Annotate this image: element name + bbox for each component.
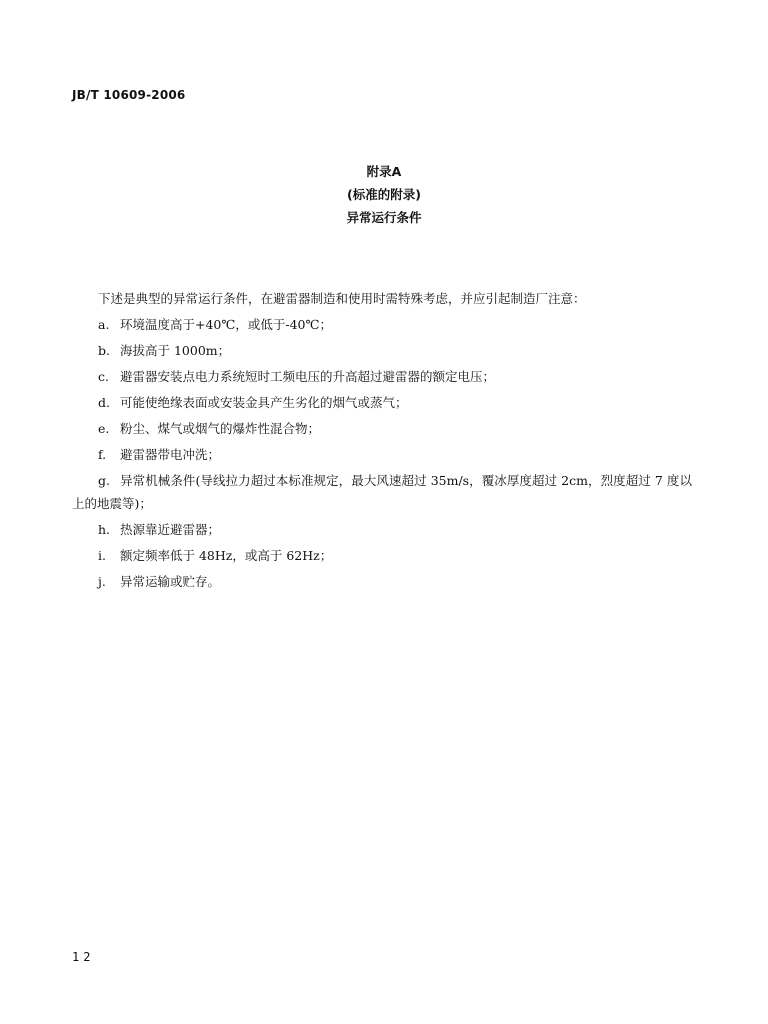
list-item-letter: c. xyxy=(98,369,109,384)
list-item-b xyxy=(72,339,692,362)
list-item-d xyxy=(72,391,692,414)
list-item-letter: i. xyxy=(98,548,106,563)
list-item-e xyxy=(72,417,692,440)
annex-type: (标准的附录) xyxy=(347,187,421,202)
list-item-g xyxy=(72,469,692,515)
list-item-text: 海拔高于 1000m； xyxy=(120,343,231,358)
list-item-letter: a. xyxy=(98,317,110,332)
annex-title: 异常运行条件 xyxy=(346,210,422,225)
intro-paragraph: 下述是典型的异常运行条件，在避雷器制造和使用时需特殊考虑，并应引起制造厂注意： xyxy=(98,291,586,306)
list-item-i xyxy=(72,544,692,567)
list-item-text: 异常运输或贮存。 xyxy=(120,574,221,589)
list-item-c xyxy=(72,365,692,388)
list-item-letter: e. xyxy=(98,421,110,436)
list-item-text: 避雷器带电冲洗； xyxy=(120,447,221,462)
annex-label: 附录A xyxy=(366,164,402,179)
list-item-letter: b. xyxy=(98,343,110,358)
list-item-text: 避雷器安装点电力系统短时工频电压的升高超过避雷器的额定电压； xyxy=(120,369,496,384)
page-number: 12 xyxy=(72,950,95,964)
annex-body xyxy=(72,287,692,596)
list-item-letter: j. xyxy=(98,574,106,589)
list-item-h xyxy=(72,518,692,541)
document-header: JB/T 10609-2006 xyxy=(72,88,186,102)
list-item-text: 额定频率低于 48Hz，或高于 62Hz； xyxy=(120,548,333,563)
annex-title-block xyxy=(0,160,768,229)
list-item-text: 异常机械条件(导线拉力超过本标准规定，最大风速超过 35m/s，覆冰厚度超过 2cm，烈度超过 7 度以上的地震等)； xyxy=(72,473,692,511)
list-item-text: 可能使绝缘表面或安装金具产生劣化的烟气或蒸气； xyxy=(120,395,408,410)
list-item-letter: d. xyxy=(98,395,110,410)
list-item-text: 环境温度高于+40℃，或低于-40℃； xyxy=(120,317,332,332)
list-item-letter: h. xyxy=(98,522,111,537)
list-item-letter: g. xyxy=(98,473,110,488)
list-item-letter: f. xyxy=(98,447,107,462)
list-item-f xyxy=(72,443,692,466)
list-item-text: 热源靠近避雷器； xyxy=(120,522,221,537)
list-item-j xyxy=(72,570,692,593)
list-item-a xyxy=(72,313,692,336)
list-item-text: 粉尘、煤气或烟气的爆炸性混合物； xyxy=(120,421,321,436)
